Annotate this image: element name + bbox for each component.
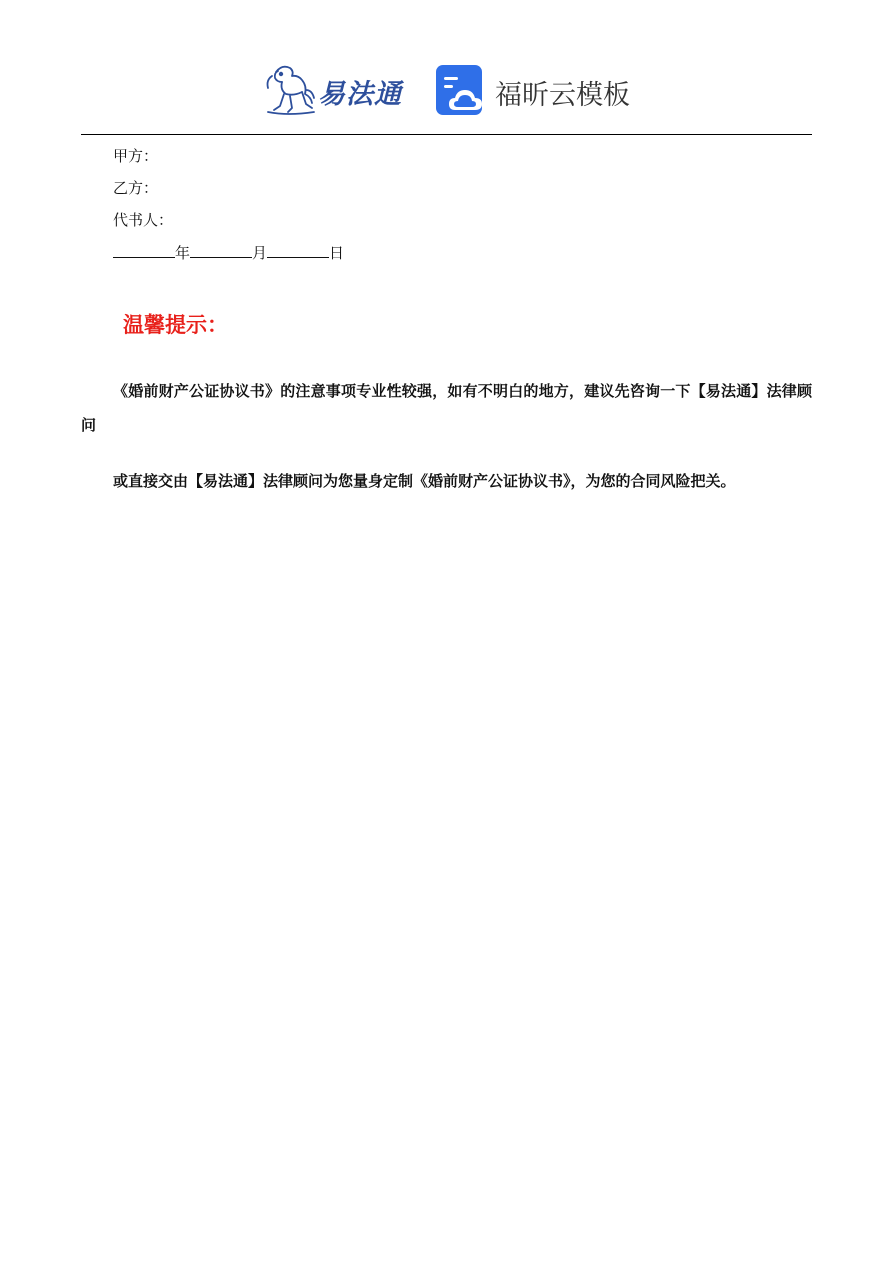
header-divider [81, 134, 812, 135]
year-blank [113, 242, 175, 258]
party-a-label: 甲方： [113, 147, 159, 165]
tips-heading: 温馨提示： [123, 312, 228, 337]
yifatong-brand-text: 易法通 [318, 79, 402, 110]
day-label: 日 [329, 244, 345, 262]
yifatong-logo [262, 62, 414, 118]
month-blank [190, 242, 252, 258]
tips-paragraph-2: 或直接交由【易法通】法律顾问为您量身定制《婚前财产公证协议书》，为您的合同风险把关。 [113, 472, 736, 490]
agent-label: 代书人： [113, 211, 174, 229]
fuxin-brand-text: 福昕云模板 [495, 80, 630, 111]
qilin-horse-icon [262, 62, 320, 118]
cloud-document-icon [435, 64, 487, 116]
party-b-label: 乙方： [113, 179, 159, 197]
date-line [113, 242, 344, 263]
year-label: 年 [175, 244, 191, 262]
month-label: 月 [252, 244, 268, 262]
fuxin-logo [435, 64, 635, 118]
page-header [0, 0, 893, 136]
day-blank [267, 242, 329, 258]
tips-paragraph-1: 《婚前财产公证协议书》的注意事项专业性较强，如有不明白的地方，建议先咨询一下【易法通】法律顾问 [81, 382, 812, 434]
